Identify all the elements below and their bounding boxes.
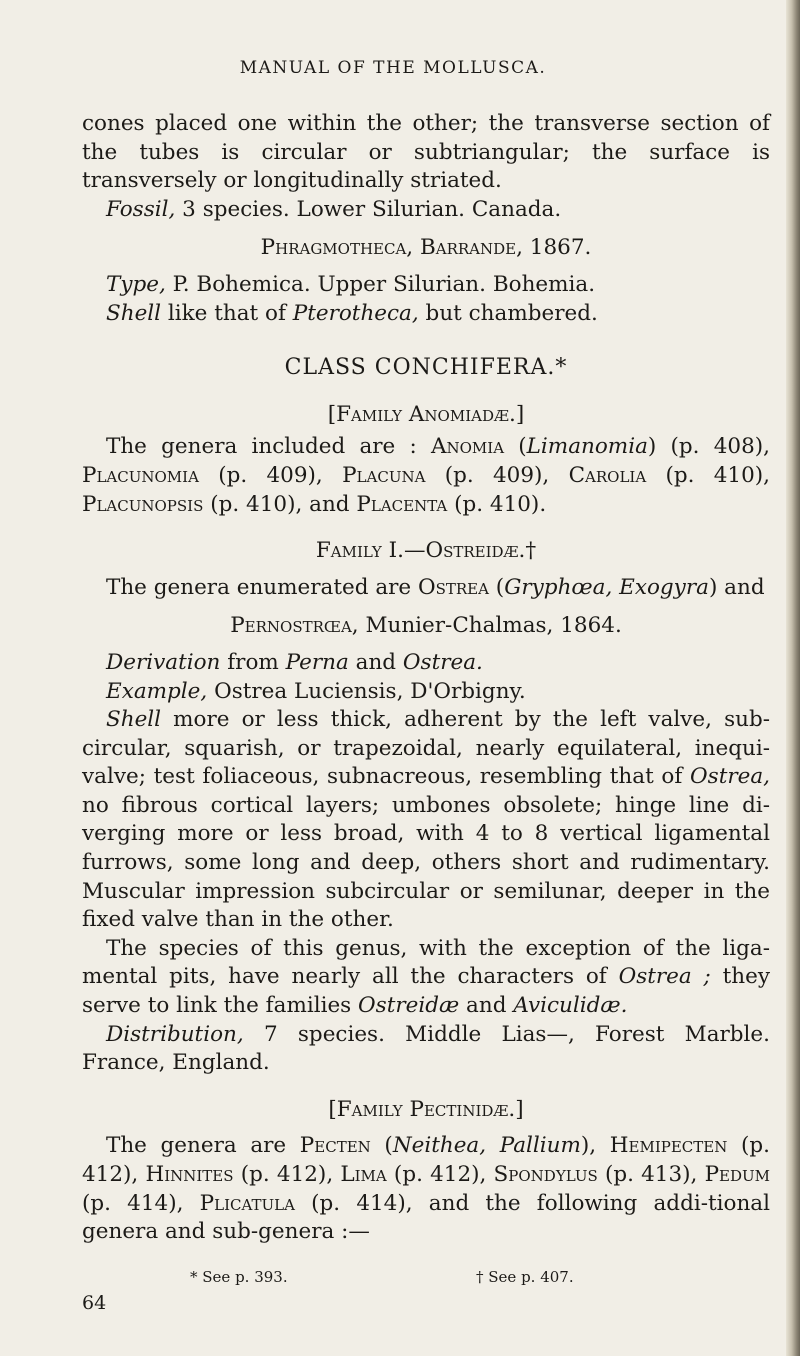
text-run: ),: [580, 1133, 610, 1159]
shell-ref: Pterotheca,: [292, 300, 419, 326]
family-ref: Aviculidæ.: [513, 993, 628, 1019]
footnote-2: † See p. 407.: [476, 1268, 574, 1286]
shell-text: like that of: [161, 300, 293, 326]
text-run: no fibrous cortical layers; umbones obsolete; hinge line di-verging more or less broad, with 4 to 8 vertical ligamental furrows, some long and deep, others short and rudimentary. Muscular impression subcircular or semilunar, deeper in the fixed valve than in the other.: [82, 792, 770, 933]
page-edge-shadow: [786, 0, 800, 1356]
subgenus-names: Neithea, Pallium: [392, 1133, 581, 1159]
derivation-label: Derivation: [106, 649, 221, 675]
shell-label: Shell: [106, 300, 162, 326]
text-run: they serve to link the families: [82, 964, 770, 1019]
text-run: (: [488, 574, 505, 600]
genus-name: Hinnites: [145, 1162, 234, 1187]
genus-name: Placunopsis: [82, 491, 204, 517]
genus-name: Lima: [340, 1162, 387, 1187]
genus-name: Pernostrœa,: [230, 613, 359, 639]
genus-name: Plicatula: [199, 1190, 295, 1216]
anomiadae-heading: [Family Anomiadæ.]: [327, 401, 525, 427]
ostreidae-paragraph: [82, 574, 770, 603]
pectinidae-paragraph: [82, 1132, 770, 1246]
text-run: (p. 414), and the following addi-tional genera and sub-genera :—: [82, 1190, 770, 1245]
fossil-line: [82, 196, 770, 225]
text-run: (p. 413),: [597, 1162, 705, 1187]
genus-name: Spondylus: [493, 1162, 598, 1187]
text-run: (: [370, 1133, 393, 1159]
text-run: The genera are: [106, 1133, 300, 1159]
derivation-word: Perna: [285, 649, 349, 675]
genus-ref: Ostrea ;: [618, 964, 711, 990]
text-run: ) and: [708, 574, 765, 600]
author-year: Munier-Chalmas, 1864.: [358, 613, 622, 639]
footnote-1: * See p. 393.: [190, 1268, 288, 1286]
family-ref: Ostreidæ: [358, 993, 460, 1019]
text-run: from: [220, 649, 286, 675]
text-run: and: [459, 993, 514, 1019]
text-run: (p. 410),: [646, 462, 771, 488]
pernostrea-example: [82, 678, 770, 707]
genus-name: Ostrea: [417, 574, 489, 600]
ostreidae-heading: Family I.—Ostreidæ.†: [315, 538, 537, 564]
pernostrea-heading: [82, 612, 770, 641]
anomiadae-paragraph: [82, 433, 770, 519]
type-text: P. Bohemica. Upper Silurian. Bohemia.: [165, 271, 596, 297]
text-run: ) (p. 408),: [647, 434, 770, 460]
text-run: (p. 409),: [198, 462, 343, 488]
shell-label: Shell: [106, 707, 162, 733]
text-run: and: [348, 649, 403, 675]
genus-name: Placuna: [342, 462, 426, 488]
example-text: Ostrea Luciensis, D'Orbigny.: [207, 678, 526, 704]
text-run: (: [504, 434, 527, 460]
text-run: The genera enumerated are: [106, 574, 418, 600]
phragmotheca-type: [82, 271, 770, 300]
paragraph-continuation: cones placed one within the other; the transverse section of the tubes is circular or subtriangular; the surface is transversely or longitudinally striated.: [82, 111, 770, 194]
genus-name: Carolia: [568, 462, 647, 488]
subgenus-name: Limanomia: [526, 434, 648, 460]
page-number: 64: [82, 1292, 107, 1314]
text-run: (p. 409),: [425, 462, 569, 488]
fossil-text: 3 species. Lower Silurian. Canada.: [175, 196, 562, 222]
text-run: The species of this genus, with the exception of the liga-mental pits, have nearly all the characters of: [82, 935, 770, 990]
text-run: (p. 412),: [386, 1162, 494, 1187]
pernostrea-shell: [82, 706, 770, 935]
pectinidae-heading: [Family Pectinidæ.]: [328, 1096, 524, 1122]
body-text: [82, 110, 770, 1247]
text-run: (p. 412),: [233, 1162, 341, 1187]
shell-end: but chambered.: [418, 300, 598, 326]
genus-name: Anomia: [430, 434, 505, 460]
phragmotheca-heading: Phragmotheca, Barrande, 1867.: [260, 235, 592, 261]
derivation-word: Ostrea.: [402, 649, 483, 675]
pernostrea-distribution: [82, 1021, 770, 1078]
running-head: MANUAL OF THE MOLLUSCA.: [239, 58, 547, 78]
genus-name: Hemipecten: [609, 1133, 728, 1159]
genus-name: Placunomia: [82, 462, 199, 488]
text-run: The genera included are :: [106, 434, 431, 460]
distribution-text: 7 species. Middle Lias—, Forest Marble. France, England.: [82, 1021, 770, 1076]
type-label: Type,: [106, 271, 166, 297]
pernostrea-species: [82, 935, 770, 1021]
text-run: (p. 410), and: [203, 491, 357, 517]
pernostrea-derivation: [82, 649, 770, 678]
phragmotheca-shell: [82, 300, 770, 329]
fossil-label: Fossil,: [106, 196, 176, 222]
text-run: (p. 412),: [82, 1133, 770, 1187]
class-heading: CLASS CONCHIFERA.*: [284, 355, 568, 381]
text-run: (p. 410).: [447, 491, 547, 517]
genus-ref: Ostrea,: [690, 764, 770, 790]
subgenus-names: Gryphœa, Exogyra: [504, 574, 709, 600]
distribution-label: Distribution,: [106, 1021, 244, 1047]
example-label: Example,: [106, 678, 208, 704]
text-run: (p. 414),: [82, 1190, 200, 1216]
genus-name: Pedum: [704, 1162, 771, 1187]
genus-name: Placenta: [356, 491, 448, 517]
text-run: more or less thick, adherent by the left valve, sub-circular, squarish, or trapezoidal, nearly equilateral, inequi-valve; test foliaceous, subnacreous, resembling that of: [82, 707, 770, 790]
genus-name: Pecten: [299, 1133, 371, 1159]
